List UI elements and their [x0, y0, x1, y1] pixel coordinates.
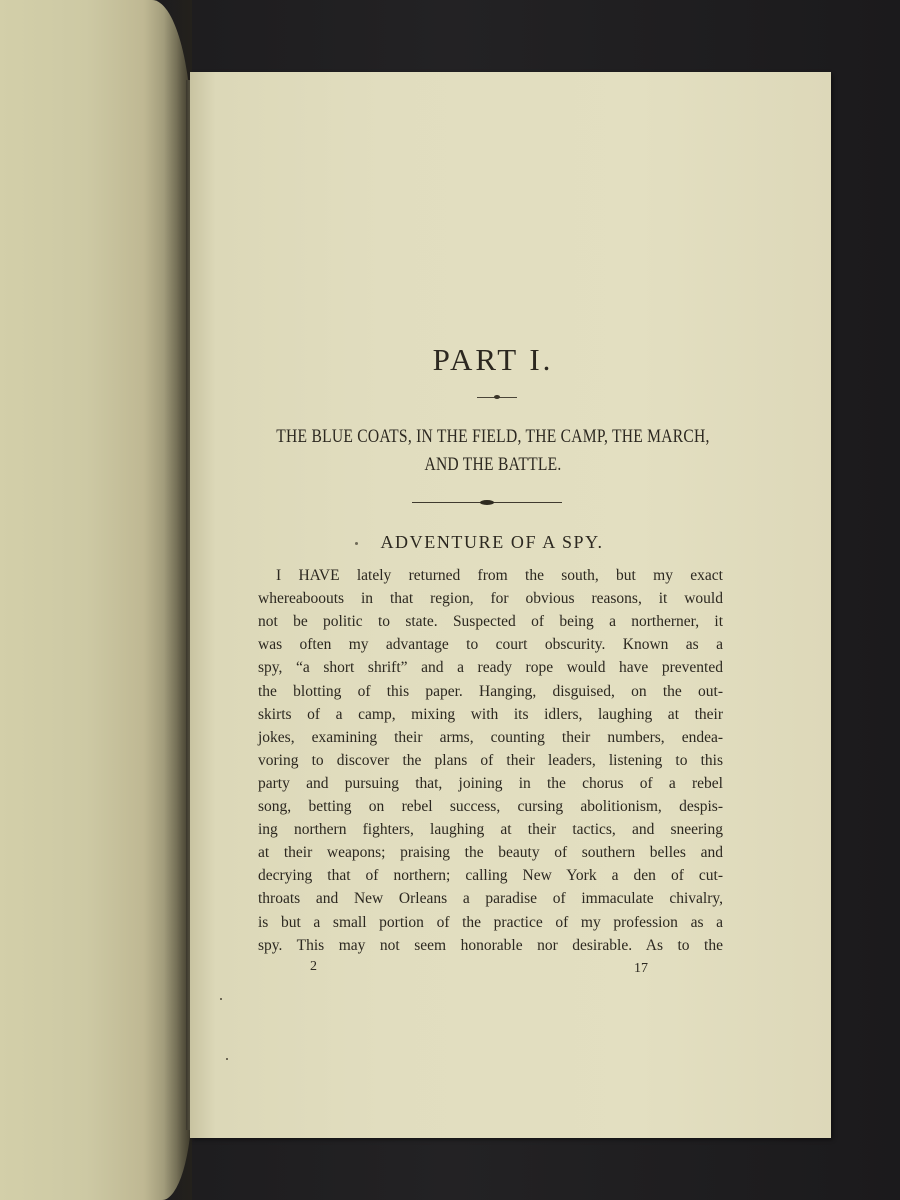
body-text-line: throats and New Orleans a paradise of immaculate chivalry, [258, 890, 723, 908]
chapter-title: ADVENTURE OF A SPY. [380, 532, 604, 552]
body-text-line: jokes, examining their arms, counting their numbers, endea- [258, 728, 723, 746]
body-text-line: was often my advantage to court obscurity. Known as a [258, 636, 723, 654]
paper-speck [220, 998, 222, 1000]
part-title: PART I. [432, 342, 554, 377]
body-text-line: spy, “a short shrift” and a ready rope would have prevented [258, 659, 723, 677]
right-page [190, 72, 831, 1138]
body-text-line: ing northern fighters, laughing at their tactics, and sneering [258, 821, 723, 839]
paper-speck [226, 1058, 228, 1060]
ornamental-rule-large [412, 502, 562, 503]
body-text-line: is but a small portion of the practice of my profession as a [258, 913, 723, 931]
ornamental-rule-small [477, 397, 517, 398]
left-page [0, 0, 192, 1200]
page-number: 17 [634, 961, 648, 976]
body-text-line: not be politic to state. Suspected of being a northerner, it [258, 613, 723, 631]
body-text-line: at their weapons; praising the beauty of southern belles and [258, 844, 723, 862]
body-text-line: I HAVE lately returned from the south, but my exact [276, 567, 723, 584]
body-text-line: spy. This may not seem honorable nor desirable. As to the [258, 936, 723, 954]
section-title-line-1: THE BLUE COATS, IN THE FIELD, THE CAMP, THE MARCH, [276, 426, 710, 447]
section-title-line-2: AND THE BATTLE. [424, 454, 562, 475]
signature-mark: 2 [310, 959, 317, 974]
body-text-line: skirts of a camp, mixing with its idlers, laughing at their [258, 705, 723, 723]
body-text-line: voring to discover the plans of their leaders, listening to this [258, 751, 723, 769]
body-text-line: decrying that of northern; calling New York a den of cut- [258, 867, 723, 885]
body-text-line: party and pursuing that, joining in the chorus of a rebel [258, 774, 723, 792]
body-text-line: song, betting on rebel success, cursing abolitionism, despis- [258, 798, 723, 815]
body-text-line: whereaboouts in that region, for obvious reasons, it would [258, 590, 723, 608]
body-text-line: the blotting of this paper. Hanging, disguised, on the out- [258, 682, 723, 700]
